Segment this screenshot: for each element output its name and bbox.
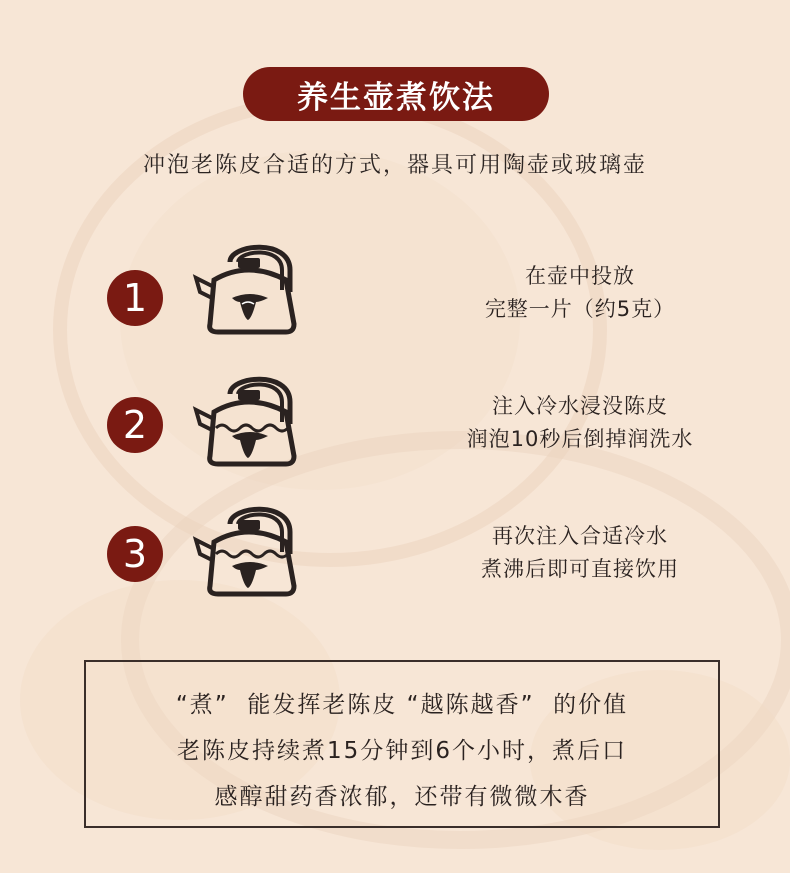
step-number-badge: 3 <box>107 526 163 582</box>
note-line-2: 老陈皮持续煮15分钟到6个小时，煮后口 <box>177 738 627 764</box>
kettle-icon <box>190 240 302 340</box>
subtitle: 冲泡老陈皮合适的方式，器具可用陶壶或玻璃壶 <box>142 153 647 178</box>
step-number-badge: 1 <box>107 270 163 326</box>
note-box <box>84 660 720 828</box>
step-line-2: 煮沸后即可直接饮用 <box>481 557 679 581</box>
step-number-badge: 2 <box>107 397 163 453</box>
step-3 <box>0 502 790 612</box>
step-line-1: 再次注入合适冷水 <box>492 524 668 548</box>
kettle-icon <box>190 502 302 602</box>
note-line-3: 感醇甜药香浓郁，还带有微微木香 <box>214 784 590 810</box>
note-line-1: “煮” 能发挥老陈皮 “越陈越香” 的价值 <box>175 692 629 718</box>
step-line-1: 注入冷水浸没陈皮 <box>492 394 668 418</box>
step-line-1: 在壶中投放 <box>525 264 635 288</box>
step-2 <box>0 372 790 482</box>
step-text <box>430 520 730 586</box>
step-line-2: 完整一片（约5克） <box>484 297 676 321</box>
step-text <box>430 260 730 326</box>
page-title: 养生壶煮饮法 <box>243 67 549 121</box>
kettle-icon <box>190 372 302 472</box>
step-1 <box>0 240 790 350</box>
step-line-2: 润泡10秒后倒掉润洗水 <box>466 427 694 451</box>
step-text <box>430 390 730 456</box>
